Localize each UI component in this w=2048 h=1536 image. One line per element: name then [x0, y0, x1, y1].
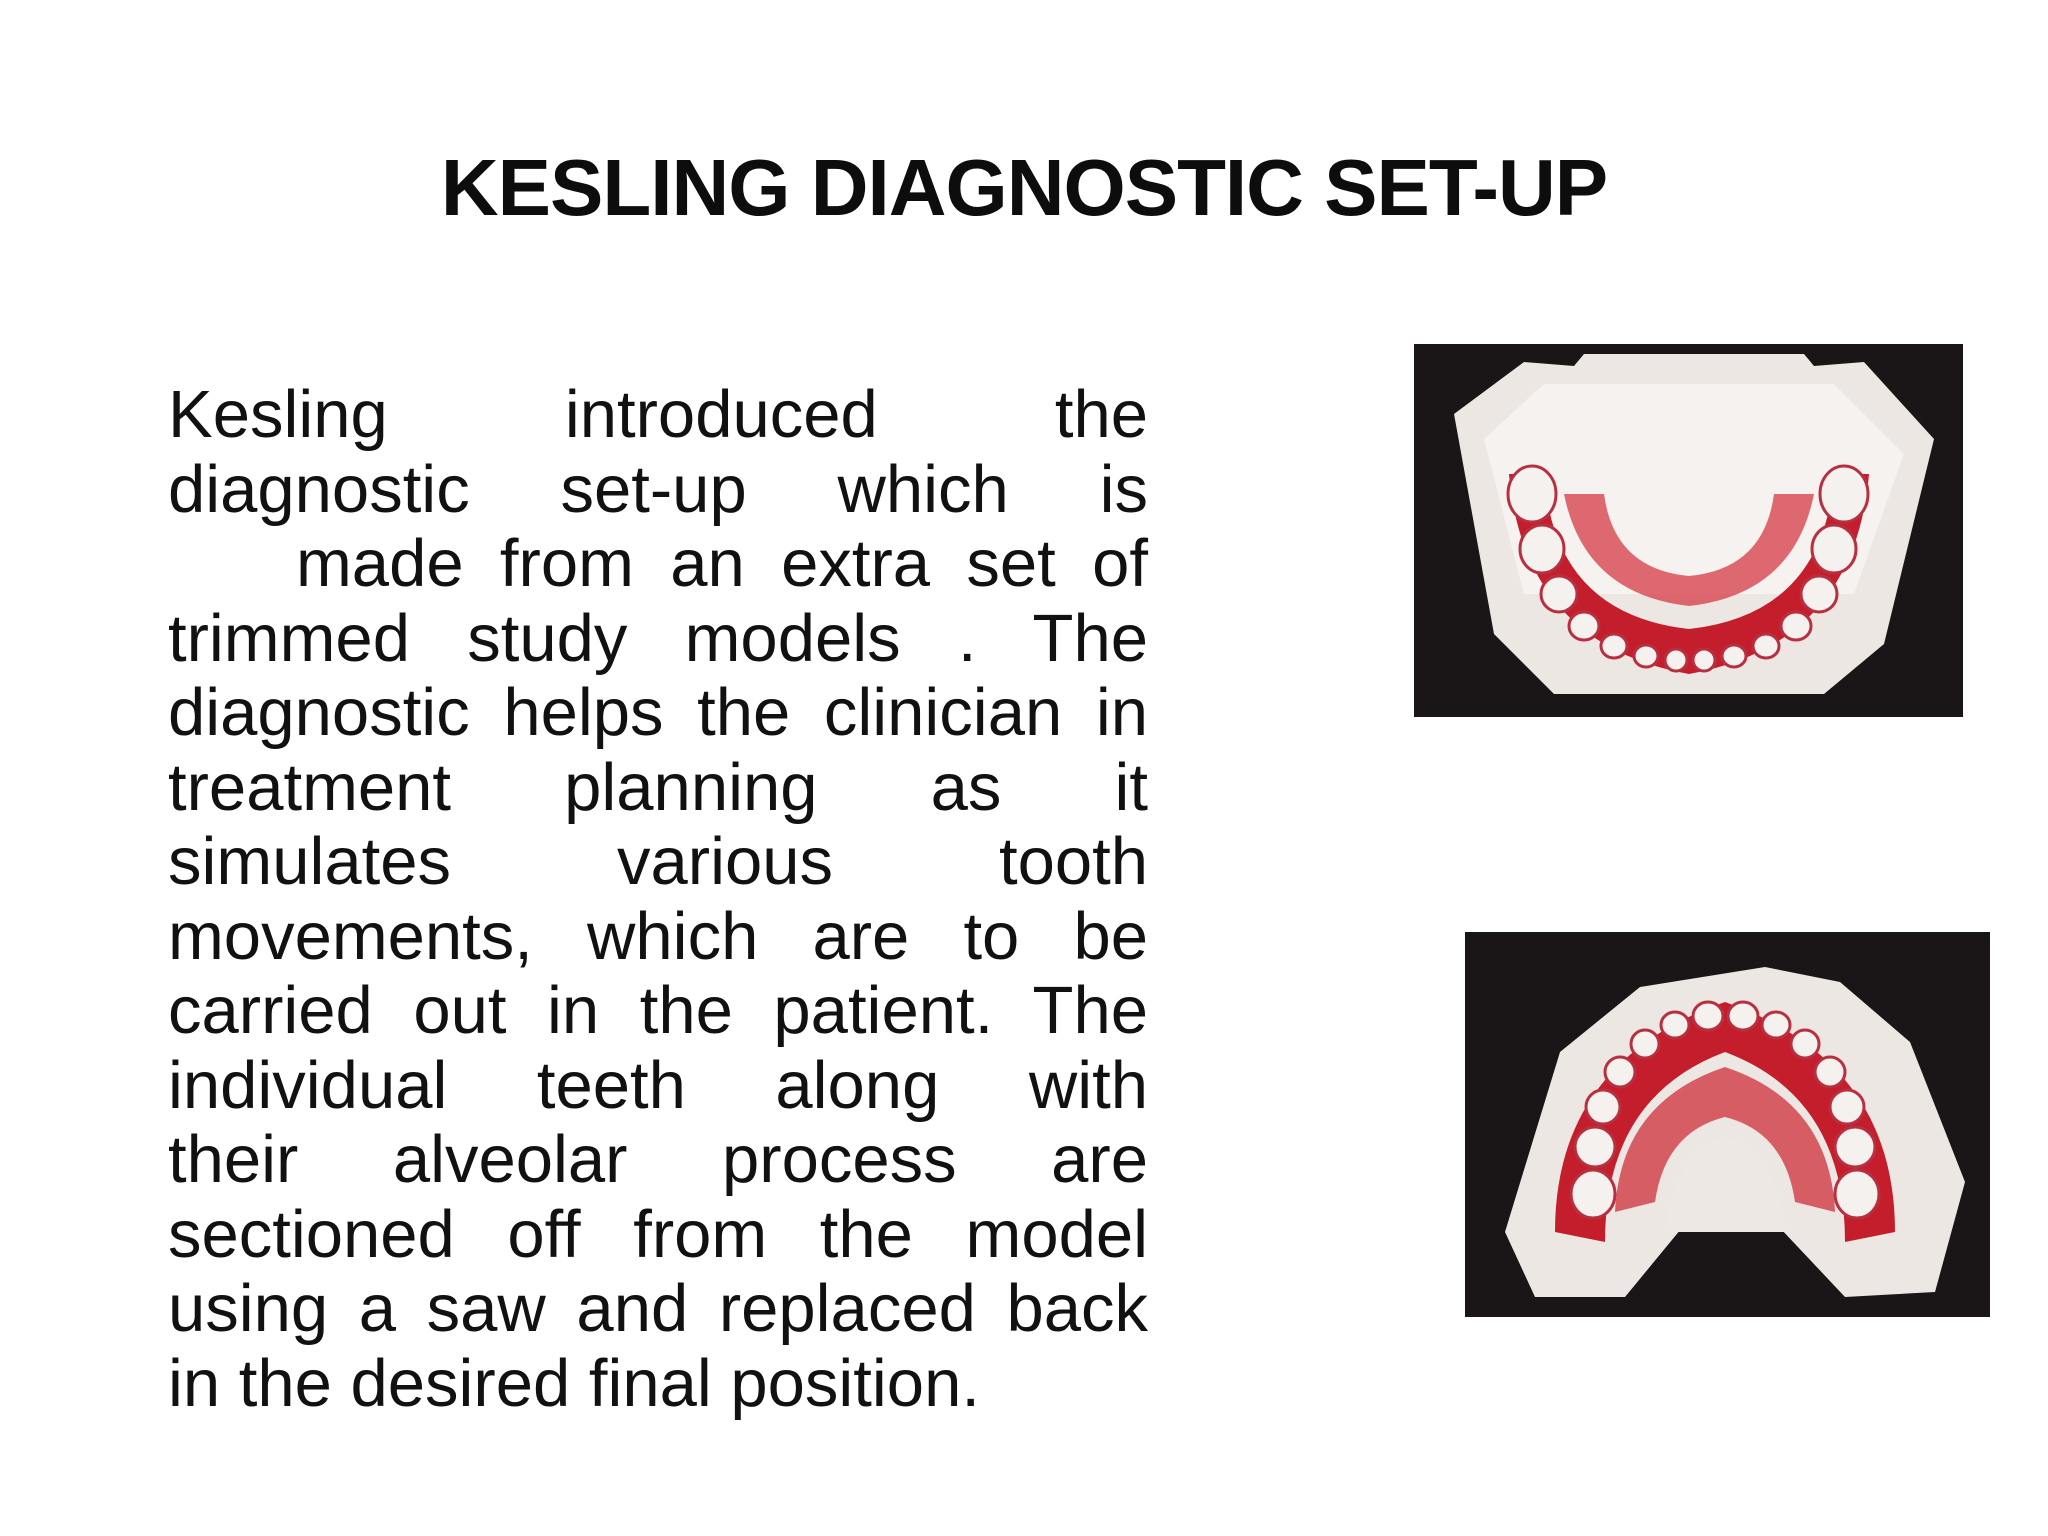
body-line: in the desired final position.	[168, 1345, 980, 1421]
body-line: Kesling introduced the	[168, 377, 1148, 452]
body-line: treatment planning as it	[168, 749, 1148, 825]
slide-body-text	[168, 378, 1148, 1421]
body-line: diagnostic set-up which is	[168, 451, 1148, 527]
body-line: carried out in the patient. The	[168, 973, 1148, 1048]
dental-cast-lower-illustration	[1414, 344, 1963, 717]
body-line: simulates various tooth	[168, 824, 1148, 899]
body-line: movements, which are to be	[168, 898, 1148, 974]
body-line: sectioned off from the model	[168, 1196, 1148, 1272]
dental-cast-upper-photo	[1465, 932, 1990, 1317]
body-line: made from an extra set of	[296, 526, 1148, 601]
body-line: their alveolar process are	[168, 1122, 1148, 1197]
dental-cast-lower-photo	[1414, 344, 1963, 717]
body-line: trimmed study models . The	[168, 600, 1148, 676]
dental-cast-upper-illustration	[1465, 932, 1990, 1317]
slide-title: KESLING DIAGNOSTIC SET-UP	[440, 143, 1608, 232]
body-line: individual teeth along with	[168, 1047, 1148, 1123]
body-line: using a saw and replaced back	[168, 1271, 1148, 1346]
body-line: diagnostic helps the clinician in	[168, 675, 1148, 750]
